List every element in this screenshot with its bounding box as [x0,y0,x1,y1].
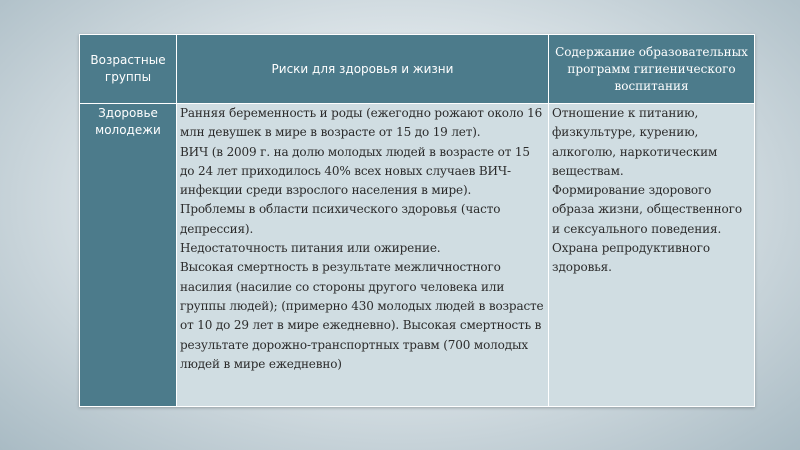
program-item: Отношение к питанию, физкультуре, курению, алкоголю, наркотическим веществам. [552,106,718,178]
health-risks-table [79,34,755,407]
age-group-cell: Здоровье молодежи [80,104,177,407]
risks-cell [177,104,549,407]
risk-item: Недостаточность питания или ожирение. [180,241,441,256]
programs-cell [549,104,755,407]
risk-item: Ранняя беременность и роды (ежегодно рожают около 16 млн девушек в мире в возрасте от 15 до 19 лет). [180,106,543,140]
header-row [80,35,755,104]
program-item: Формирование здорового образа жизни, общественного и сексуального поведения. [552,183,742,236]
header-age-groups: Возрастные группы [80,35,177,104]
risk-item: Высокая смертность в результате межличностного насилия (насилие со стороны другого человека или группы людей); (примерно 430 молодых людей в возрасте от 10 до 29 лет в мире ежедневно). Высокая смертность в результате дорожно-транспортных травм (700 молодых людей в мире ежедневно) [180,260,544,371]
program-item: Охрана репродуктивного здоровья. [552,241,710,275]
header-risks: Риски для здоровья и жизни [177,35,549,104]
header-programs: Содержание образовательных программ гигиенического воспитания [549,35,755,104]
risk-item: ВИЧ (в 2009 г. на долю молодых людей в возрасте от 15 до 24 лет приходилось 40% всех новых случаев ВИЧ-инфекции среди взрослого населения в мире). [180,144,530,198]
table-row [80,104,755,407]
risk-item: Проблемы в области психического здоровья (часто депрессия). [180,202,501,236]
